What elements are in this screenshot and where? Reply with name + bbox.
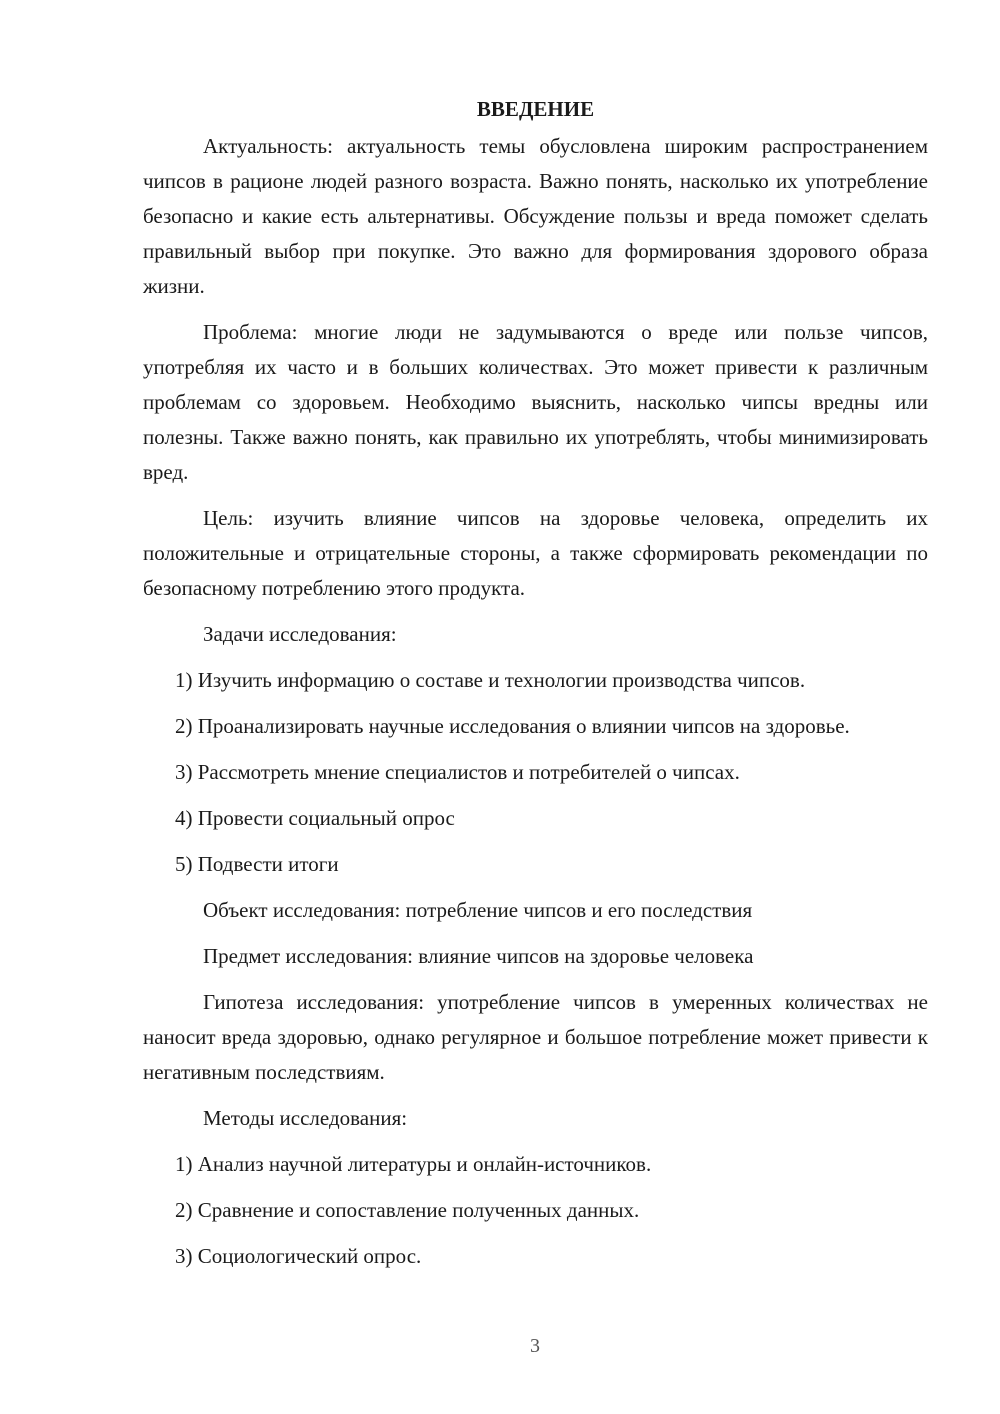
document-page	[143, 92, 928, 1274]
relevance-paragraph: Актуальность: актуальность темы обусловлена широким распространением чипсов в рационе людей разного возраста. Важно понять, насколько их употребление безопасно и какие есть альтернативы. Обсуждение пользы и вреда поможет сделать правильный выбор при покупке. Это важно для формирования здорового образа жизни.	[143, 134, 928, 298]
hypothesis-paragraph: Гипотеза исследования: употребление чипсов в умеренных количествах не наносит вреда здоровью, однако регулярное и большое потребление может привести к негативным последствиям.	[143, 990, 928, 1084]
goal-paragraph: Цель: изучить влияние чипсов на здоровье человека, определить их положительные и отрицательные стороны, а также сформировать рекомендации по безопасному потреблению этого продукта.	[143, 506, 928, 600]
research-subject: Предмет исследования: влияние чипсов на здоровье человека	[203, 944, 754, 968]
task-item-3: 3) Рассмотреть мнение специалистов и потребителей о чипсах.	[175, 760, 740, 784]
method-item-1: 1) Анализ научной литературы и онлайн-источников.	[175, 1152, 652, 1176]
method-item-3: 3) Социологический опрос.	[175, 1244, 422, 1268]
methods-heading: Методы исследования:	[203, 1106, 408, 1130]
page-number: 3	[530, 1335, 540, 1357]
section-title: ВВЕДЕНИЕ	[476, 97, 595, 121]
research-object: Объект исследования: потребление чипсов и его последствия	[203, 898, 753, 922]
task-item-4: 4) Провести социальный опрос	[175, 806, 455, 830]
method-item-2: 2) Сравнение и сопоставление полученных данных.	[175, 1198, 640, 1222]
task-item-5: 5) Подвести итоги	[175, 852, 339, 876]
task-item-2: 2) Проанализировать научные исследования о влиянии чипсов на здоровье.	[175, 714, 850, 738]
task-item-1: 1) Изучить информацию о составе и технологии производства чипсов.	[175, 668, 806, 692]
tasks-heading: Задачи исследования:	[203, 622, 397, 646]
problem-paragraph: Проблема: многие люди не задумываются о вреде или пользе чипсов, употребляя их часто и в больших количествах. Это может привести к различным проблемам со здоровьем. Необходимо выяснить, насколько чипсы вредны или полезны. Также важно понять, как правильно их употреблять, чтобы минимизировать вред.	[143, 320, 928, 484]
